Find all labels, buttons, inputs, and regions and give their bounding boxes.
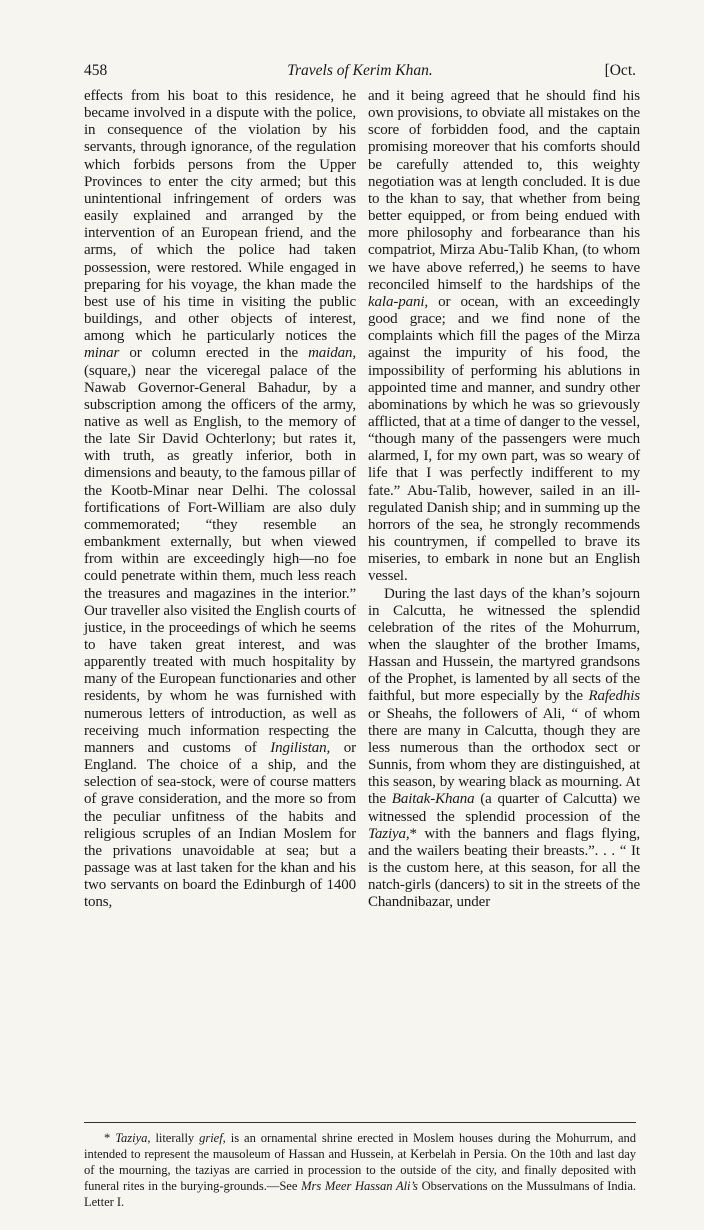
- italic-term: Taziya,: [368, 825, 410, 842]
- italic-term: Ingilistan,: [270, 739, 331, 756]
- italic-term: minar: [84, 345, 120, 362]
- right-column: [368, 88, 640, 912]
- page-number: 458: [84, 62, 108, 79]
- footnote: * Taziya, literally grief, is an ornamental shrine erected in Moslem houses during the Mohurrum, and intended to represent the mausoleum of Hassan and Hussein, at Kerbelah in Persia. On the 10th and last day of the mourning, the taziyas are carried in procession to the outside of the city, and finally deposited with funeral rites in the burying-grounds.—See Mrs Meer Hassan Ali’s Observations on the Mussulmans of India. Letter I.: [84, 1131, 637, 1209]
- italic-term: kala-pani,: [368, 293, 429, 310]
- italic-term: maidan,: [308, 345, 356, 362]
- running-title: Travels of Kerim Khan.: [287, 62, 433, 79]
- italic-term: Rafedhis: [588, 688, 640, 705]
- running-header: [84, 62, 636, 84]
- right-paragraph-1: and it being agreed that he should find his own provisions, to obviate all mistakes on the score of forbidden food, and the captain promising moreover that his comforts should be carefully attended to, this weighty negotiation was at length concluded. It is due to the khan to say, that whether from being better equipped, or from being endued with more philosophy and forbearance than his compatriot, Mirza Abu-Talib Khan, (to whom we have above referred,) he seems to have reconciled himself to the hardships of the kala-pani, or ocean, with an exceedingly good grace; and we find none of the complaints which fill the pages of the Mirza against the impurity of his food, the impossibility of performing his ablutions in appointed time and manner, and sundry other abominations by which he was so grievously afflicted, that at a time of danger to the vessel, “though many of the passengers were much alarmed, I, for my own part, was so weary of life that I was perfectly indifferent to my fate.” Abu-Talib, however, sailed in an ill-regulated Danish ship; and in summing up the horrors of the sea, he strongly recommends his countrymen, if compelled to brave its miseries, to embark in none but an English vessel.: [368, 88, 640, 585]
- left-column: [84, 88, 356, 912]
- right-paragraph-2: During the last days of the khan’s sojourn in Calcutta, he witnessed the splendid celebration of the rites of the Mohurrum, when the slaughter of the brother Imams, Hassan and Hussein, the martyred grandsons of the Prophet, is lamented by all sects of the faithful, but more especially by the Rafedhis or Sheahs, the followers of Ali, “ of whom there are many in Calcutta, though they are less numerous than the orthodox sect or Sunnis, from whom they are distinguished, at this season, by wearing black as mourning. At the Baitak-Khana (a quarter of Calcutta) we witnessed the splendid procession of the Taziya,* with the banners and flags flying, and the wailers beating their breasts.”. . . “ It is the custom here, at this season, for all the natch-girls (dancers) to sit in the streets of the Chandnibazar, under: [368, 585, 640, 911]
- footnote-rule: [84, 1122, 636, 1123]
- italic-term: Baitak-Khana: [391, 791, 475, 808]
- running-month: [Oct.: [604, 62, 636, 79]
- left-paragraph: effects from his boat to this residence, he became involved in a dispute with the police, in consequence of the violation by his servants, through ignorance, of the regulation which forbids persons from the Upper Provinces to enter the city armed; but this unintentional infringement of orders was easily explained and arranged by the intervention of an European friend, and the arms, of which the police had taken possession, were restored. While engaged in preparing for his voyage, the khan made the best use of his time in visiting the public buildings, and other objects of interest, among which he particularly notices the minar or column erected in the maidan, (square,) near the viceregal palace of the Nawab Governor-General Bahadur, by a subscription among the officers of the army, native as well as English, to the memory of the late Sir David Ochterlony; but rates it, with truth, as greatly inferior, both in dimensions and beauty, to the famous pillar of the Kootb-Minar near Delhi. The colossal fortifications of Fort-William are also duly commemorated; “they resemble an embankment externally, but when viewed from within are exceedingly high—no foe could penetrate within them, much less reach the treasures and magazines in the interior.” Our traveller also visited the English courts of justice, in the proceedings of which he seems to have taken great interest, and was apparently treated with much hospitality by many of the European functionaries and other residents, by whom he was furnished with numerous letters of introduction, as well as receiving much information respecting the manners and customs of Ingilistan, or England. The choice of a ship, and the selection of sea-stock, were of course matters of grave consideration, and the more so from the peculiar unfitness of the habits and religious scruples of an Indian Moslem for the privations unavoidable at sea; but a passage was at last taken for the khan and his two servants on board the Edinburgh of 1400 tons,: [84, 88, 356, 911]
